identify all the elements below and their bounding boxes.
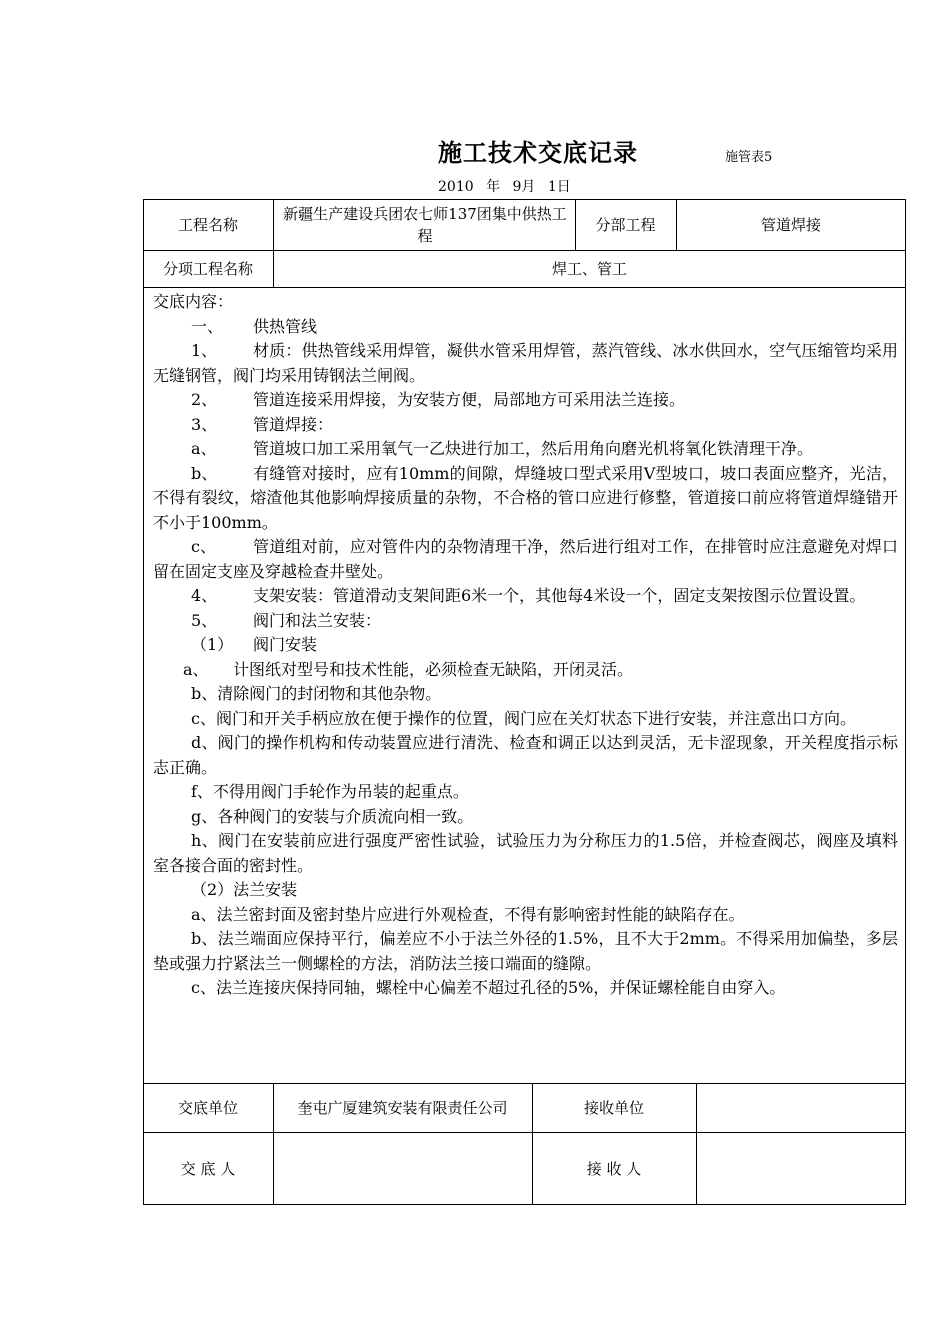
receiver-value [696, 1132, 906, 1205]
receiving-unit-label: 接收单位 [583, 1098, 644, 1117]
receiver-label: 接 收 人 [586, 1159, 642, 1178]
paragraph: h、阀门在安装前应进行强度严密性试验，试验压力为分称压力的1.5倍，并检查阀芯，阀座及填料室各接合面的密封性。 [153, 831, 898, 875]
paragraph: a、法兰密封面及密封垫片应进行外观检查，不得有影响密封性能的缺陷存在。 [191, 904, 745, 924]
project-name-label: 工程名称 [177, 215, 238, 234]
paragraph: b、清除阀门的封闭物和其他杂物。 [191, 684, 442, 703]
paragraph: c、法兰连接庆保持同轴，螺栓中心偏差不超过孔径的5%，并保证螺栓能自由穿入。 [191, 978, 786, 997]
division-value: 管道焊接 [760, 215, 821, 234]
sub-heading: （2）法兰安装 [191, 880, 298, 899]
subitem-value: 焊工、管工 [551, 259, 627, 278]
table-rule [143, 287, 906, 288]
handover-unit-label: 交底单位 [177, 1098, 238, 1117]
paragraph: a、 管道坡口加工采用氧气一乙炔进行加工，然后用角向磨光机将氧化铁清理干净。 [191, 439, 814, 458]
paragraph: b、 有缝管对接时，应有10mm的间隙，焊缝坡口型式采用V型坡口，坡口表面应整齐，光洁，不得有裂纹，熔渣他其他影响焊接质量的杂物，不合格的管口应进行修整，管道接口前应将管道焊缝错开不小于100mm。 [153, 463, 898, 532]
handover-person-label: 交 底 人 [180, 1159, 236, 1178]
subitem-label: 分项工程名称 [162, 259, 253, 278]
division-label: 分部工程 [595, 215, 656, 234]
receiving-unit-value [696, 1083, 906, 1132]
paragraph: a、 计图纸对型号和技术性能，必须检查无缺陷，开闭灵活。 [183, 659, 634, 679]
handover-content [153, 290, 898, 1001]
paragraph: b、法兰端面应保持平行，偏差应不小于法兰外径的1.5%，且不大于2mm。不得采用加偏垫，多层垫或强力拧紧法兰一侧螺栓的方法，消防法兰接口端面的缝隙。 [153, 929, 898, 973]
project-name-value: 新疆生产建设兵团农七师137团集中供热工程 [283, 204, 567, 245]
page-title: 施工技术交底记录 [438, 138, 638, 167]
form-number: 施管表5 [725, 150, 773, 165]
paragraph: c、阀门和开关手柄应放在便于操作的位置，阀门应在关灯状态下进行安装，并注意出口方向。 [191, 708, 856, 728]
handover-unit-value: 奎屯广厦建筑安装有限责任公司 [297, 1098, 508, 1117]
record-date: 2010 年 9月 1日 [438, 179, 571, 195]
paragraph: c、 管道组对前，应对管件内的杂物清理干净，然后进行组对工作，在排管时应注意避免对焊口留在固定支座及穿越检查井壁处。 [153, 537, 898, 581]
section-heading: 一、 供热管线 [191, 316, 318, 336]
sub-heading: （1） 阀门安装 [191, 635, 318, 654]
paragraph: g、各种阀门的安装与介质流向相一致。 [191, 806, 474, 826]
paragraph: f、不得用阀门手轮作为吊装的起重点。 [191, 782, 469, 801]
content-heading: 交底内容： [153, 292, 234, 311]
paragraph: 2、 管道连接采用焊接，为安装方便，局部地方可采用法兰连接。 [191, 390, 686, 409]
handover-person-value [273, 1132, 532, 1205]
paragraph: 1、 材质：供热管线采用焊管，凝供水管采用焊管，蒸汽管线、冰水供回水，空气压缩管均采用无缝钢管，阀门均采用铸钢法兰闸阀。 [153, 341, 898, 385]
paragraph: 3、 管道焊接： [191, 414, 334, 434]
paragraph: 4、 支架安装：管道滑动支架间距6米一个，其他每4米设一个，固定支架按图示位置设置。 [191, 586, 866, 605]
paragraph: 5、 阀门和法兰安装： [191, 610, 382, 630]
paragraph: d、阀门的操作机构和传动装置应进行清洗、检查和调正以达到灵活，无卡涩现象，开关程度指示标志正确。 [153, 733, 898, 777]
